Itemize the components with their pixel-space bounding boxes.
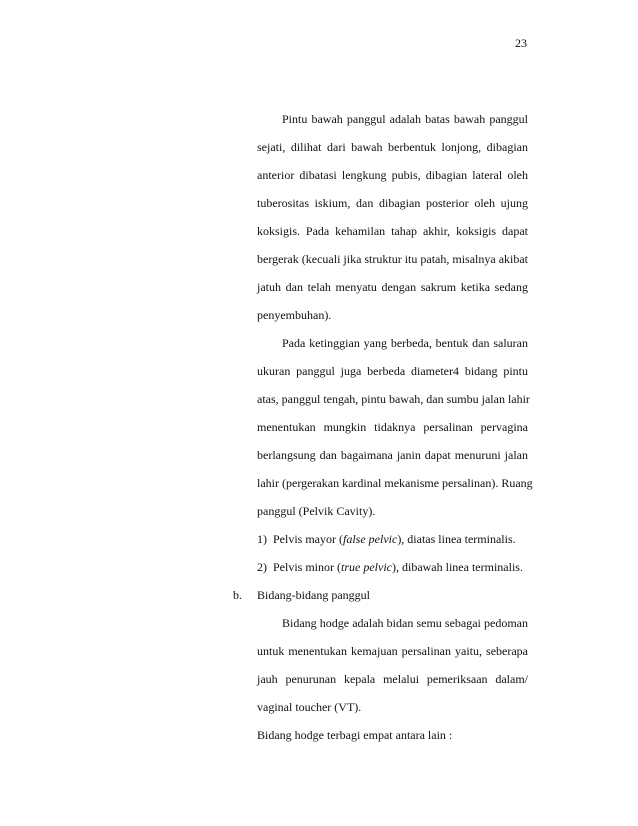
page-number: 23 [515,36,527,50]
list-item [257,531,516,547]
list-marker: 2) [257,560,267,574]
text-line: koksigis. Pada kehamilan tahap akhir, koksigis dapat [257,224,528,238]
text-line: atas, panggul tengah, pintu bawah, dan sumbu jalan lahir [257,392,530,406]
section-title: Bidang-bidang panggul [257,588,370,602]
text-line: menentukan mungkin tidaknya persalinan pervagina [257,420,528,434]
list-italic-term: true pelvic [341,560,392,574]
text-line: Pintu bawah panggul adalah batas bawah panggul [282,112,528,126]
section-marker: b. [233,588,242,602]
text-line: anterior dibatasi lengkung pubis, dibagian lateral oleh [257,168,528,182]
text-line: berlangsung dan bagaimana janin dapat menuruni jalan [257,448,528,462]
text-line: jatuh dan telah menyatu dengan sakrum ketika sedang [257,280,528,294]
text-line: tuberositas iskium, dan dibagian posterior oleh ujung [257,196,528,210]
text-line: panggul (Pelvik Cavity). [257,504,376,518]
text-line: vaginal toucher (VT). [257,700,362,714]
text-line: Pada ketinggian yang berbeda, bentuk dan saluran [282,336,528,350]
text-line: sejati, dilihat dari bawah berbentuk lonjong, dibagian [257,140,528,154]
list-item [257,559,523,575]
list-marker: 1) [257,532,267,546]
list-text: ), dibawah linea terminalis. [391,560,523,574]
text-line: jauh penurunan kepala melalui pemeriksaan dalam/ [257,672,528,686]
text-line: untuk menentukan kemajuan persalinan yaitu, seberapa [257,644,528,658]
text-line: ukuran panggul juga berbeda diameter4 bidang pintu [257,364,528,378]
list-italic-term: false pelvic [343,532,398,546]
text-line: bergerak (kecuali jika struktur itu patah, misalnya akibat [257,252,529,266]
list-text: Pelvis minor ( [273,560,341,574]
closing-line: Bidang hodge terbagi empat antara lain : [257,728,453,742]
list-text: ), diatas linea terminalis. [397,532,516,546]
text-line: Bidang hodge adalah bidan semu sebagai pedoman [282,616,528,630]
text-line: lahir (pergerakan kardinal mekanisme persalinan). Ruang [257,476,533,490]
text-line: penyembuhan). [257,308,332,322]
list-text: Pelvis mayor ( [273,532,343,546]
